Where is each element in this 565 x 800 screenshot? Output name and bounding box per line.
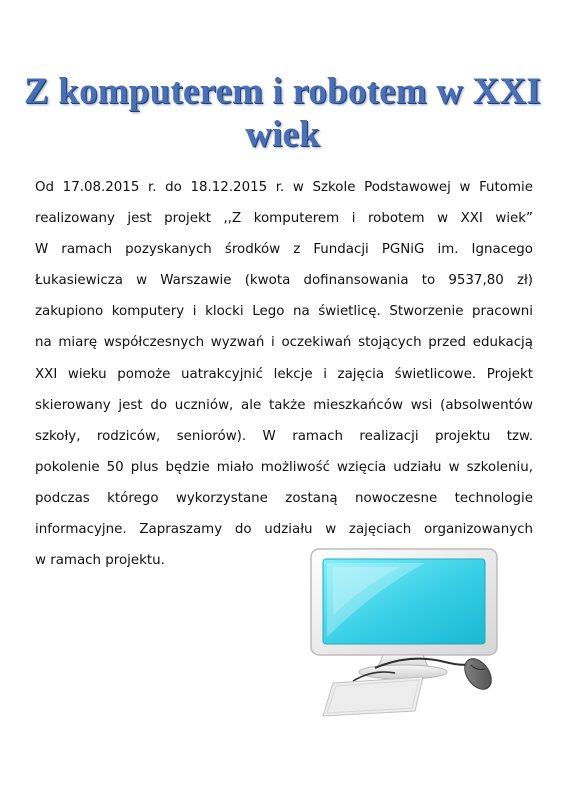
paragraph-line: podczas którego wykorzystane zostaną nowoczesne technologie [35,490,533,506]
monitor-icon [311,549,497,655]
keyboard-icon [323,677,423,716]
paragraph-line: w ramach projektu. [35,553,165,569]
paragraph-line: pokolenie 50 plus będzie miało możliwość wzięcia udziału w szkoleniu, [35,459,533,475]
mouse-icon [459,654,497,694]
paragraph-line: szkoły, rodziców, seniorów). W ramach realizacji projektu tzw. [35,428,533,444]
paragraph-line: skierowany jest do uczniów, ale także mieszkańców wsi (absolwentów [35,397,533,413]
page-title: Z komputerem i robotem w XXI wiek [23,71,542,155]
paragraph-line: na miarę współczesnych wyzwań i oczekiwań stojących przed edukacją [35,335,533,351]
paragraph-line: XXI wieku pomoże uatrakcyjnić lekcje i zajęcia świetlicowe. Projekt [35,366,533,382]
paragraph-line: Od 17.08.2015 r. do 18.12.2015 r. w Szkole Podstawowej w Futomie [35,180,533,195]
paragraph-line: Łukasiewicza w Warszawie (kwota dofinansowania to 9537,80 zł) [35,273,533,289]
paragraph-line: W ramach pozyskanych środków z Fundacji PGNiG im. Ignacego [35,242,533,258]
paragraph-line: zakupiono komputery i klocki Lego na świetlicę. Stworzenie pracowni [35,304,533,320]
paragraph-line: realizowany jest projekt ,,Z komputerem i robotem w XXI wiek” [35,211,533,227]
computer-monitor-keyboard-mouse-icon [305,545,520,725]
paragraph-line: informacyjne. Zapraszamy do udziału w zajęciach organizowanych [35,522,533,538]
body-paragraph [35,172,533,576]
